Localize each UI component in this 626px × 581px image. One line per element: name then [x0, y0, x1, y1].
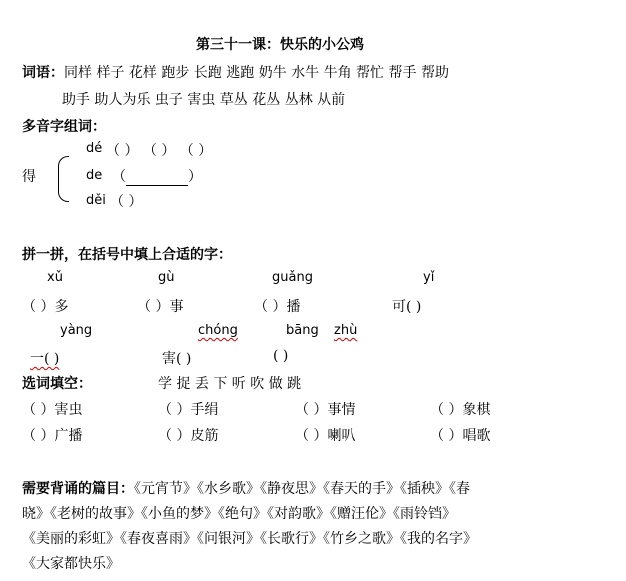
- pinyin-heading: 拼一拼，在括号中填上合适的字：: [22, 247, 232, 263]
- pinyin-guang: guǎng: [272, 270, 313, 285]
- fill-item-shi: （ ）事: [137, 299, 184, 315]
- polyphone-reading-3: děi: [86, 193, 106, 208]
- fill-item-duo: （ ）多: [22, 299, 69, 315]
- polyphone-reading-1: dé: [86, 141, 103, 156]
- pinyin-gu: gù: [158, 270, 175, 285]
- word-fill-6: （ ）皮筋: [158, 428, 219, 444]
- fill-item-ke: 可( ): [392, 299, 422, 315]
- word-fill-1: （ ）害虫: [22, 402, 83, 418]
- word-choices: 学 捉 丢 下 听 吹 做 跳: [158, 376, 302, 392]
- polyphone-reading-2: de: [86, 168, 103, 183]
- pinyin-zhu: zhù: [334, 323, 358, 338]
- brace-shape: [58, 156, 69, 202]
- fill-item-bo: （ ）播: [254, 299, 301, 315]
- fill-item-bangzhu: ( ): [273, 348, 289, 364]
- polyphone-char: 得: [22, 169, 36, 185]
- word-fill-4: （ ）象棋: [430, 402, 491, 418]
- recitation-line-4: 《大家都快乐》: [22, 556, 120, 572]
- polyphone-blank-1: （ ） （ ） （ ）: [106, 143, 213, 159]
- fill-item-hai: 害( ): [162, 351, 192, 367]
- pinyin-yang: yàng: [60, 323, 93, 338]
- word-fill-2: （ ）手绢: [158, 402, 219, 418]
- fill-item-yi-text: 一( ): [30, 351, 60, 367]
- polyphone-blank-3: （ ）: [110, 194, 143, 210]
- recitation-line-3: 《美丽的彩虹》《春夜喜雨》《问银河》《长歌行》《竹乡之歌》《我的名字》: [22, 531, 477, 547]
- recitation-heading: 需要背诵的篇目：: [22, 481, 134, 497]
- recitation-line-1: [22, 478, 470, 498]
- pinyin-xu: xǔ: [47, 270, 63, 285]
- page-title: 第三十一课：快乐的小公鸡: [196, 37, 364, 53]
- word-fill-heading: 选词填空：: [22, 376, 92, 392]
- underline-blank: [126, 171, 188, 186]
- recitation-line-2: 晓》《老树的故事》《小鱼的梦》《绝句》《对韵歌》《赠汪伦》《雨铃铛》: [22, 506, 456, 522]
- word-fill-3: （ ）事情: [295, 402, 356, 418]
- vocab-line-2: 助手 助人为乐 虫子 害虫 草丛 花丛 丛林 从前: [62, 92, 346, 108]
- recitation-text-1: 《元宵节》《水乡歌》《静夜思》《春天的手》《插秧》《春: [134, 481, 470, 497]
- pinyin-chong: chóng: [198, 323, 238, 338]
- polyphone-heading: 多音字组词：: [22, 119, 106, 135]
- polyphone-blank-2: （ ）: [112, 169, 202, 185]
- pinyin-bang: bāng: [286, 323, 319, 338]
- vocab-line-1: [22, 62, 449, 82]
- word-fill-5: （ ）广播: [22, 428, 83, 444]
- word-fill-8: （ ）唱歌: [430, 428, 491, 444]
- pinyin-yi: yǐ: [423, 270, 435, 285]
- fill-item-yi: [30, 348, 59, 368]
- vocab-label: 词语：: [22, 65, 64, 81]
- vocab-words-1: 同样 样子 花样 跑步 长跑 逃跑 奶牛 水牛 牛角 帮忙 帮手 帮助: [64, 65, 449, 81]
- word-fill-7: （ ）喇叭: [295, 428, 356, 444]
